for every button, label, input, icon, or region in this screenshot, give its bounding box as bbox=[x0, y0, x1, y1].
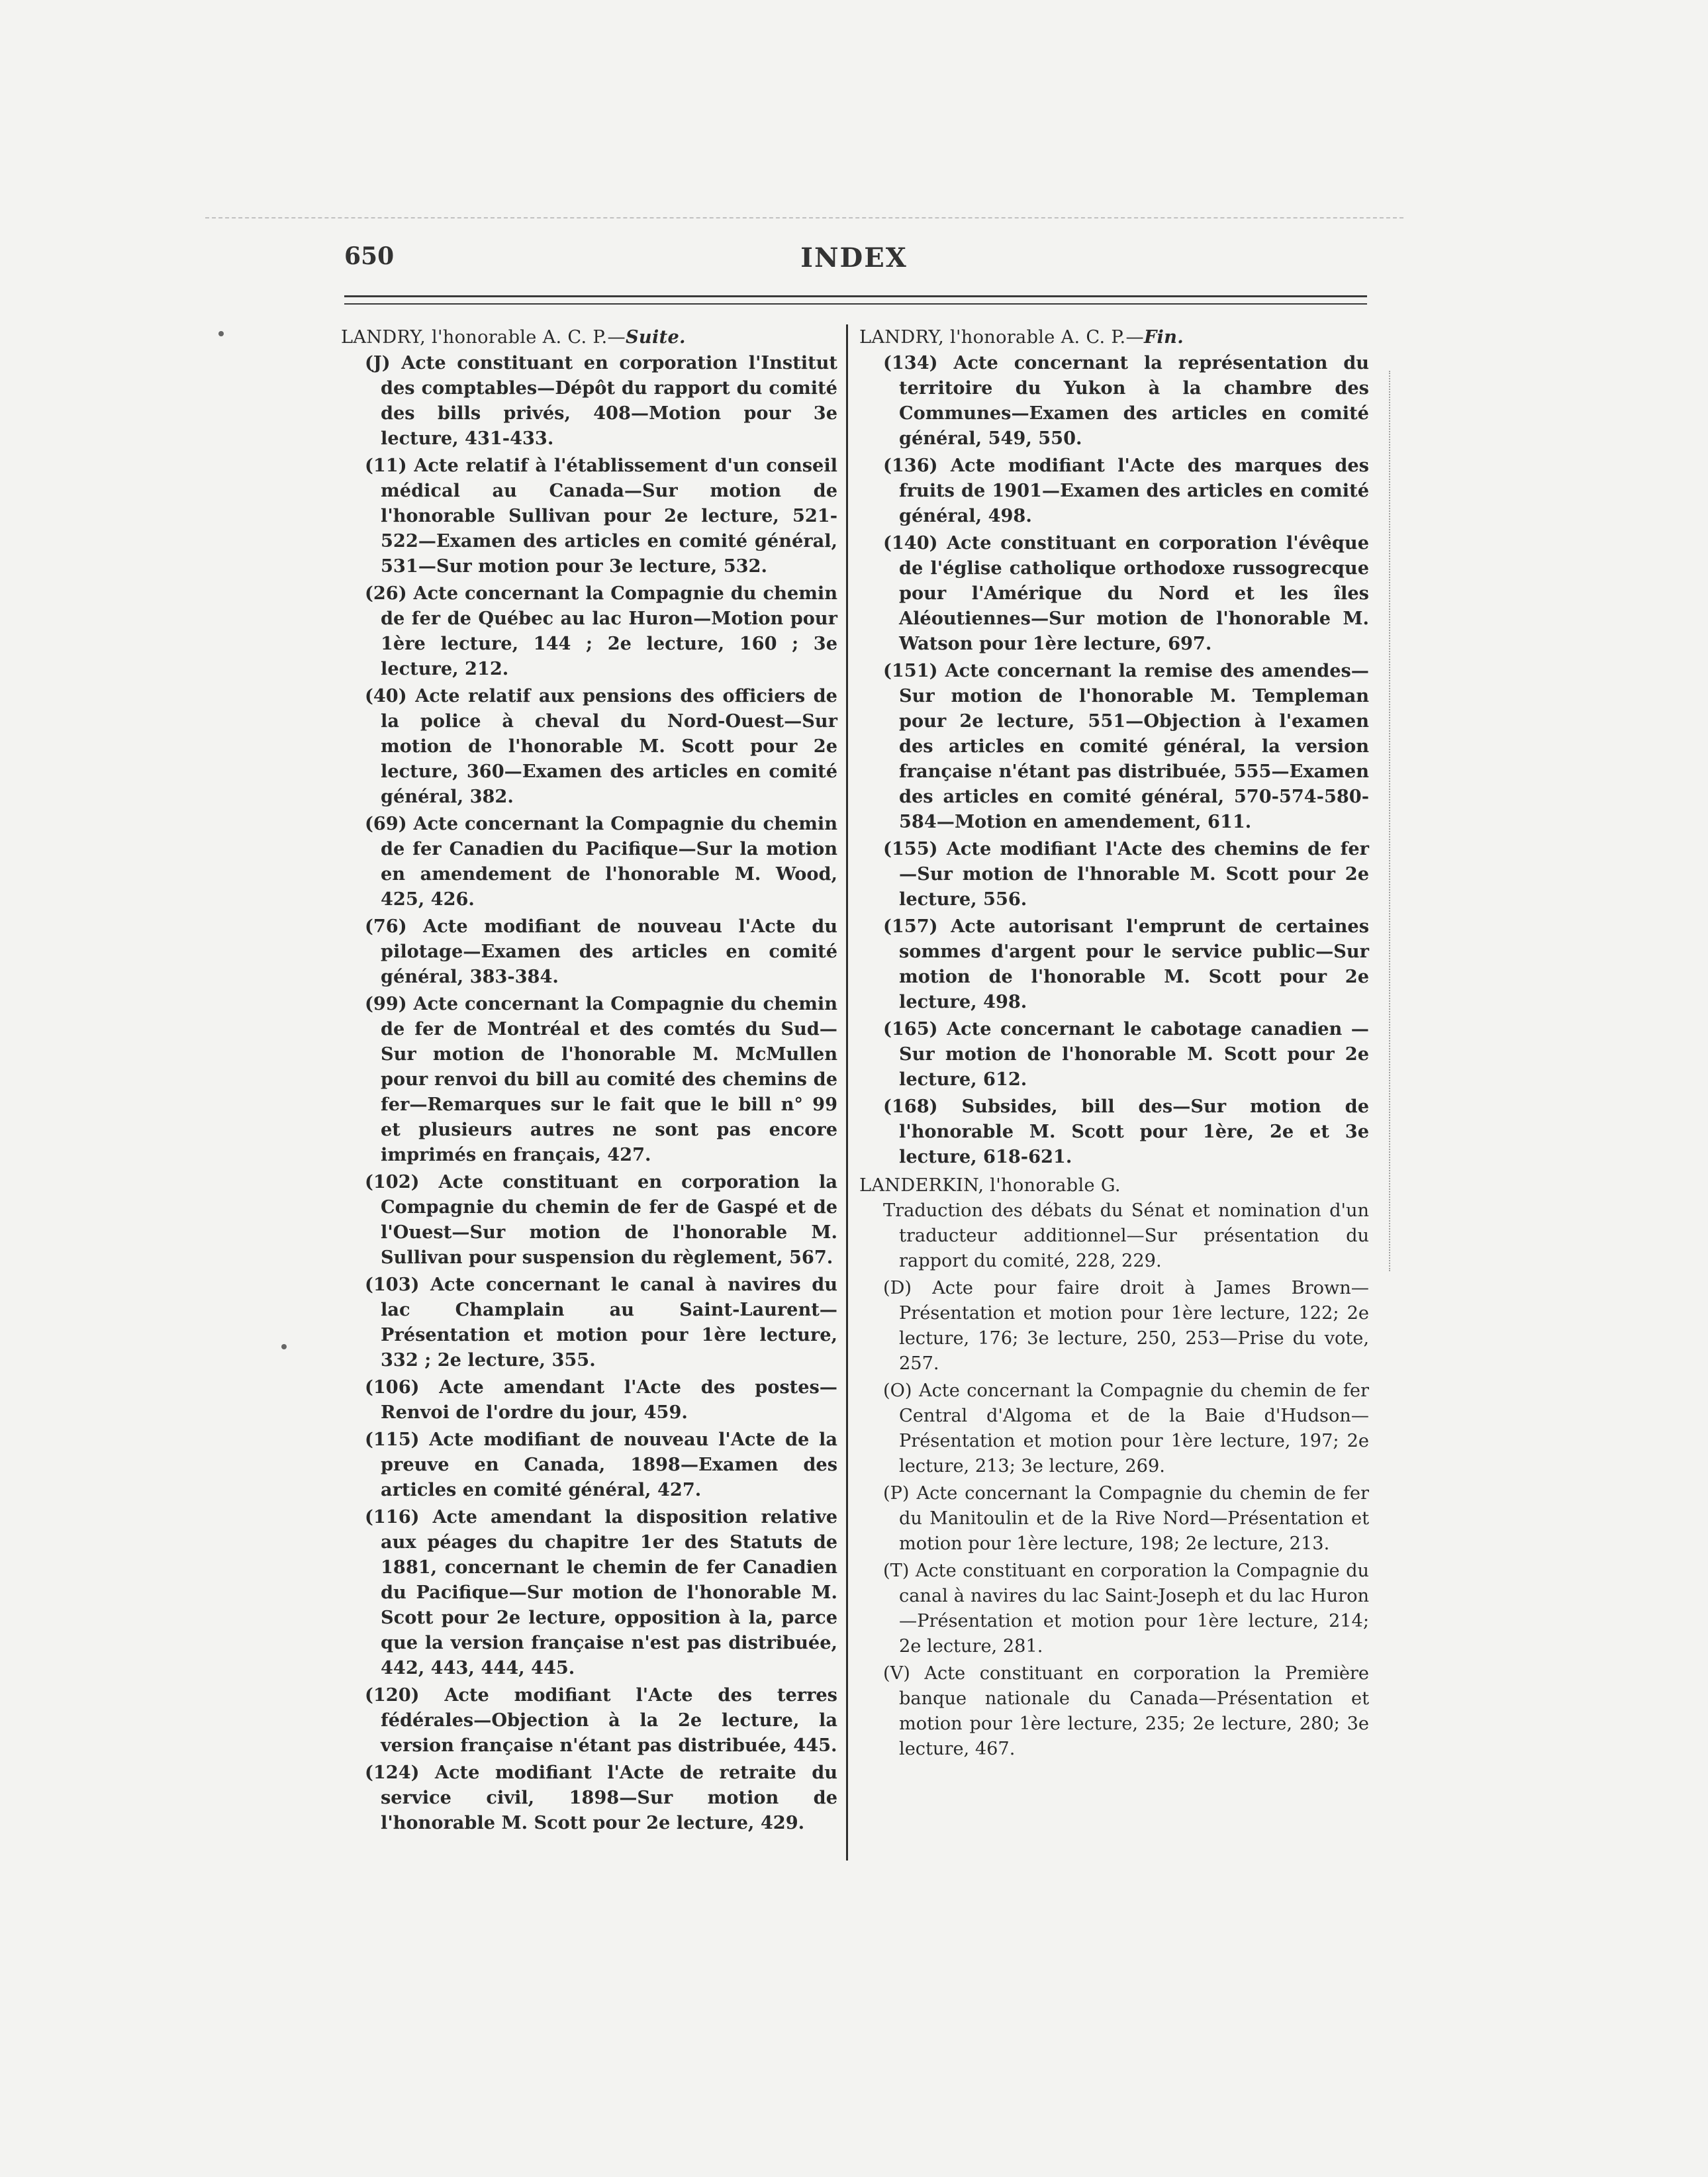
index-entry: (103) Acte concernant le canal à navires du lac Champlain au Saint-Laurent—Présentation et motion pour 1ère lecture, 332 ; 2e lecture, 355. bbox=[365, 1274, 837, 1371]
index-entry: (D) Acte pour faire droit à James Brown—Présentation et motion pour 1ère lecture, 122; 2e lecture, 176; 3e lecture, 250, 253—Prise du vote, 257. bbox=[883, 1278, 1369, 1374]
index-entry: (120) Acte modifiant l'Acte des terres fédérales—Objection à la 2e lecture, la version française n'étant pas distribuée, 445. bbox=[365, 1684, 837, 1756]
index-entry: Traduction des débats du Sénat et nomination d'un traducteur additionnel—Sur présentation du rapport du comité, 228, 229. bbox=[883, 1200, 1369, 1271]
index-entry: (134) Acte concernant la représentation du territoire du Yukon à la chambre des Communes—Examen des articles en comité général, 549, 550. bbox=[883, 352, 1369, 449]
index-entry: (P) Acte concernant la Compagnie du chemin de fer du Manitoulin et de la Rive Nord—Présentation et motion pour 1ère lecture, 198; 2e lecture, 213. bbox=[883, 1483, 1369, 1554]
header-rule-bottom bbox=[344, 303, 1367, 305]
page-title: INDEX bbox=[800, 242, 908, 273]
index-entry: (124) Acte modifiant l'Acte de retraite du service civil, 1898—Sur motion de l'honorable M. Scott pour 2e lecture, 429. bbox=[365, 1762, 837, 1833]
index-entry: (165) Acte concernant le cabotage canadien —Sur motion de l'honorable M. Scott pour 2e lecture, 612. bbox=[883, 1018, 1369, 1090]
index-entry: (76) Acte modifiant de nouveau l'Acte du pilotage—Examen des articles en comité général, 383-384. bbox=[365, 916, 837, 987]
index-entry: (106) Acte amendant l'Acte des postes—Renvoi de l'ordre du jour, 459. bbox=[365, 1377, 837, 1423]
index-heading-landry: LANDRY, l'honorable A. C. P.—Suite. bbox=[341, 326, 686, 348]
index-heading-landry-fin: LANDRY, l'honorable A. C. P.—Fin. bbox=[859, 326, 1184, 348]
index-entry: (J) Acte constituant en corporation l'Institut des comptables—Dépôt du rapport du comité des bills privés, 408—Motion pour 3e lecture, 431-433. bbox=[365, 352, 837, 449]
index-entry: (11) Acte relatif à l'établissement d'un conseil médical au Canada—Sur motion de l'honorable Sullivan pour 2e lecture, 521-522—Examen des articles en comité général, 531—Sur motion pour 3e lecture, 532. bbox=[365, 455, 837, 577]
index-entry: (40) Acte relatif aux pensions des officiers de la police à cheval du Nord-Ouest—Sur motion de l'honorable M. Scott pour 2e lecture, 360—Examen des articles en comité général, 382. bbox=[365, 685, 837, 807]
right-column bbox=[859, 324, 1369, 1764]
scan-artifact-line bbox=[205, 217, 1403, 218]
index-entry: (136) Acte modifiant l'Acte des marques des fruits de 1901—Examen des articles en comité général, 498. bbox=[883, 455, 1369, 526]
index-entry: (115) Acte modifiant de nouveau l'Acte de la preuve en Canada, 1898—Examen des articles en comité général, 427. bbox=[365, 1429, 837, 1500]
index-entry: (99) Acte concernant la Compagnie du chemin de fer de Montréal et des comtés du Sud—Sur motion de l'honorable M. McMullen pour renvoi du bill au comité des chemins de fer—Remarques sur le fait que le bill n° 99 et plusieurs autres ne sont pas encore imprimés en français, 427. bbox=[365, 993, 837, 1165]
column-divider bbox=[846, 324, 848, 1861]
index-entry: (168) Subsides, bill des—Sur motion de l'honorable M. Scott pour 1ère, 2e et 3e lecture, 618-621. bbox=[883, 1096, 1369, 1167]
scan-speck bbox=[218, 331, 224, 336]
header-rule-top bbox=[344, 295, 1367, 297]
index-entry: (116) Acte amendant la disposition relative aux péages du chapitre 1er des Statuts de 1881, concernant le chemin de fer Canadien du Pacifique—Sur motion de l'honorable M. Scott pour 2e lecture, opposition à la, parce que la version française n'est pas distribuée, 442, 443, 444, 445. bbox=[365, 1506, 837, 1678]
index-entry: (102) Acte constituant en corporation la Compagnie du chemin de fer de Gaspé et de l'Ouest—Sur motion de l'honorable M. Sullivan pour suspension du règlement, 567. bbox=[365, 1171, 837, 1268]
index-entry: (151) Acte concernant la remise des amendes—Sur motion de l'honorable M. Templeman pour 2e lecture, 551—Objection à l'examen des articles en comité général, la version française n'étant pas distribuée, 555—Examen des articles en comité général, 570-574-580-584—Motion en amendement, 611. bbox=[883, 660, 1369, 832]
index-entry: (140) Acte constituant en corporation l'évêque de l'église catholique orthodoxe russogrecque pour l'Amérique du Nord et les îles Aléoutiennes—Sur motion de l'honorable M. Watson pour 1ère lecture, 697. bbox=[883, 532, 1369, 654]
index-heading-landerkin: LANDERKIN, l'honorable G. bbox=[859, 1175, 1121, 1196]
index-entry: (26) Acte concernant la Compagnie du chemin de fer de Québec au lac Huron—Motion pour 1ère lecture, 144 ; 2e lecture, 160 ; 3e lecture, 212. bbox=[365, 583, 837, 679]
index-entry: (T) Acte constituant en corporation la Compagnie du canal à navires du lac Saint-Joseph et du lac Huron—Présentation et motion pour 1ère lecture, 214; 2e lecture, 281. bbox=[883, 1561, 1369, 1657]
index-entry: (69) Acte concernant la Compagnie du chemin de fer Canadien du Pacifique—Sur la motion en amendement de l'honorable M. Wood, 425, 426. bbox=[365, 813, 837, 910]
index-entry: (157) Acte autorisant l'emprunt de certaines sommes d'argent pour le service public—Sur motion de l'honorable M. Scott pour 2e lecture, 498. bbox=[883, 916, 1369, 1012]
index-entry: (O) Acte concernant la Compagnie du chemin de fer Central d'Algoma et de la Baie d'Hudson—Présentation et motion pour 1ère lecture, 197; 2e lecture, 213; 3e lecture, 269. bbox=[883, 1380, 1369, 1476]
index-entry: (155) Acte modifiant l'Acte des chemins de fer—Sur motion de l'hnorable M. Scott pour 2e lecture, 556. bbox=[883, 838, 1369, 910]
page-number: 650 bbox=[344, 242, 395, 270]
scan-speck bbox=[281, 1344, 287, 1349]
page-header bbox=[344, 242, 1364, 282]
index-entry: (V) Acte constituant en corporation la Première banque nationale du Canada—Présentation et motion pour 1ère lecture, 235; 2e lecture, 280; 3e lecture, 467. bbox=[883, 1663, 1369, 1759]
left-column bbox=[341, 324, 837, 1837]
scan-edge-line bbox=[1389, 371, 1390, 1271]
